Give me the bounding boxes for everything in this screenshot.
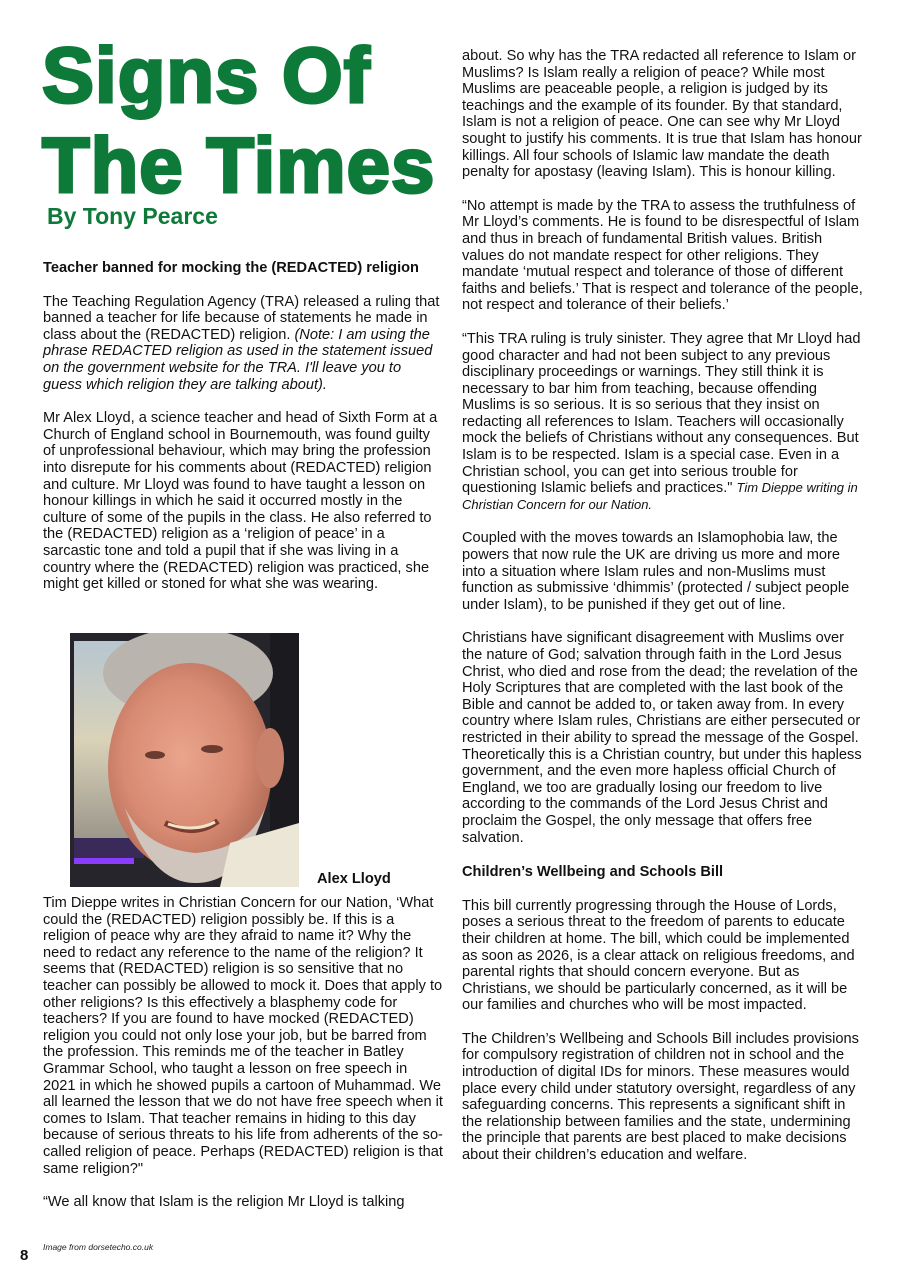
- section-heading-schools-bill: Children’s Wellbeing and Schools Bill: [462, 864, 724, 881]
- alex-lloyd-photo: [70, 633, 299, 887]
- paragraph-islamophobia-law: Coupled with the moves towards an Islamophobia law, the powers that now rule the UK are driving us more and more into a situation where Islam rules and non-Muslims must function as submissive ‘dhimmis’ (protected / subject people under Islam), to be punished if they get out of line.: [462, 530, 850, 613]
- page-title: [42, 30, 435, 210]
- left-column-bottom: [43, 895, 443, 1211]
- paragraph-sinister-ruling: [462, 331, 867, 514]
- page-number: 8: [20, 1247, 29, 1264]
- title-line-2: The Times: [42, 121, 436, 209]
- right-column: [462, 48, 867, 1164]
- paragraph-christian-disagreement: Christians have significant disagreement with Muslims over the nature of God; salvation through faith in the Lord Jesus Christ, who died and rose from the dead; the revelation of the Holy Scriptures that are completed with the last book of the Bible and cannot be added to, or taken away from. In every country where Islam rules, Christians are either persecuted or restricted in their ability to spread the message of the Gospel. Theoretically this is a Christian country, but under this hapless government, and the even more hapless official Church of England, we too are gradually losing our freedom to live according to the commands of the Lord Jesus Christ and proclaim the Gospel, the only message that offers free salvation.: [462, 630, 862, 846]
- paragraph-no-attempt: “No attempt is made by the TRA to assess the truthfulness of Mr Lloyd’s comments. He is found to be disrespectful of Islam and thus in breach of fundamental British values. British values do not mandate respect for other religions. They mandate ‘mutual respect and tolerance of those of different faiths and beliefs.’ That is respect and tolerance of the people, not respect and tolerance of their beliefs.’: [462, 197, 863, 314]
- photo-caption: Alex Lloyd: [317, 871, 391, 887]
- paragraph-text: The Teaching Regulation Agency (TRA) released a ruling that banned a teacher for life because of statements he made in class about the (REDACTED) religion.: [43, 293, 440, 343]
- editor-note: (Note: I am using the phrase REDACTED religion as used in the statement issued on the government website for the TRA. I'll leave you to guess which religion they are talking about).: [43, 326, 433, 393]
- paragraph-bill-threat: This bill currently progressing through the House of Lords, poses a serious threat to the freedom of parents to educate their children at home. The bill, which could be implemented as soon as 2026, is a clear attack on religious freedoms, and parental rights that should concern everyone. But as Christians, we should be particularly concerned, as it will be our families and churches who will be most impacted.: [462, 897, 855, 1014]
- left-column-top: [43, 260, 443, 593]
- paragraph-bill-provisions: The Children’s Wellbeing and Schools Bill includes provisions for compulsory registration of children not in school and the introduction of digital IDs for minors. These measures would place every child under statutory oversight, regardless of any safeguarding concerns. This represents a significant shift in the relationship between families and the state, undermining the principle that parents are best placed to make decisions about their children’s education and welfare.: [462, 1030, 859, 1164]
- author-byline: By Tony Pearce: [47, 203, 218, 229]
- paragraph-alex-lloyd: Mr Alex Lloyd, a science teacher and head of Sixth Form at a Church of England school in Bournemouth, was found guilty of unprofessional behaviour, which may bring the profession into disrepute for his comments about (REDACTED) religion and culture. Mr Lloyd was found to have taught a lesson on honour killings in which he said it occurred mostly in the culture of some of the pupils in the class. He also referred to the (REDACTED) religion as a ‘religion of peace’ in a sarcastic tone and told a pupil that if she was living in a country where the (REDACTED) religion was practiced, she might get killed or stoned for what she was wearing.: [43, 410, 438, 593]
- title-line-1: Signs Of: [42, 31, 371, 119]
- paragraph-text: “This TRA ruling is truly sinister. They agree that Mr Lloyd had good character and had not been subject to any previous disciplinary proceedings or warnings. They still think it is necessary to bar him from teaching, because offending Muslims is so serious. It is so serious that they insist on redacting all references to Islam. Teachers will occasionally mock the beliefs of Christians without any consequences. But Islam is to be respected. Islam is a special case. Even in a Christian school, you can get into serious trouble for questioning Islamic beliefs and practices.": [462, 330, 861, 497]
- image-credit: Image from dorsetecho.co.uk: [43, 1242, 154, 1252]
- paragraph-why-redacted: about. So why has the TRA redacted all reference to Islam or Muslims? Is Islam really a religion of peace? While most Muslims are peaceable people, a religion is judged by its teachings and the example of its founder. By that standard, Islam is not a religion of peace. One can see why Mr Lloyd sought to justify his comments. It is true that Islam has honour killings. All four schools of Islamic law mandate the death penalty for apostasy (leaving Islam). This is honour killing.: [462, 48, 862, 181]
- paragraph-tra-ruling: [43, 294, 443, 394]
- paragraph-tim-dieppe-quote: Tim Dieppe writes in Christian Concern for our Nation, ‘What could the (REDACTED) religion possibly be. If this is a religion of peace why are they afraid to name it? Why the need to redact any reference to the name of the religion? It seems that (REDACTED) religion is so sensitive that no teacher can possibly be allowed to mock it. Does that apply to other religions? Is this effectively a blasphemy code for teachers? If you are found to have mocked (REDACTED) religion you could not only lose your job, but be barred from the profession. This reminds me of the teacher in Batley Grammar School, who taught a lesson on free speech in 2021 in which he showed pupils a cartoon of Muhammad. We all learned the lesson that we do not have free speech when it comes to Islam. That teacher remains in hiding to this day because of serious threats to his life from adherents of the so-called religion of peace. Perhaps (REDACTED) religion is that same religion?": [43, 895, 443, 1177]
- quote-attribution: Tim Dieppe writing in Christian Concern for our Nation.: [462, 480, 858, 512]
- article-heading: Teacher banned for mocking the (REDACTED) religion: [43, 260, 419, 276]
- paragraph-islam-lloyd: “We all know that Islam is the religion Mr Lloyd is talking: [43, 1194, 405, 1211]
